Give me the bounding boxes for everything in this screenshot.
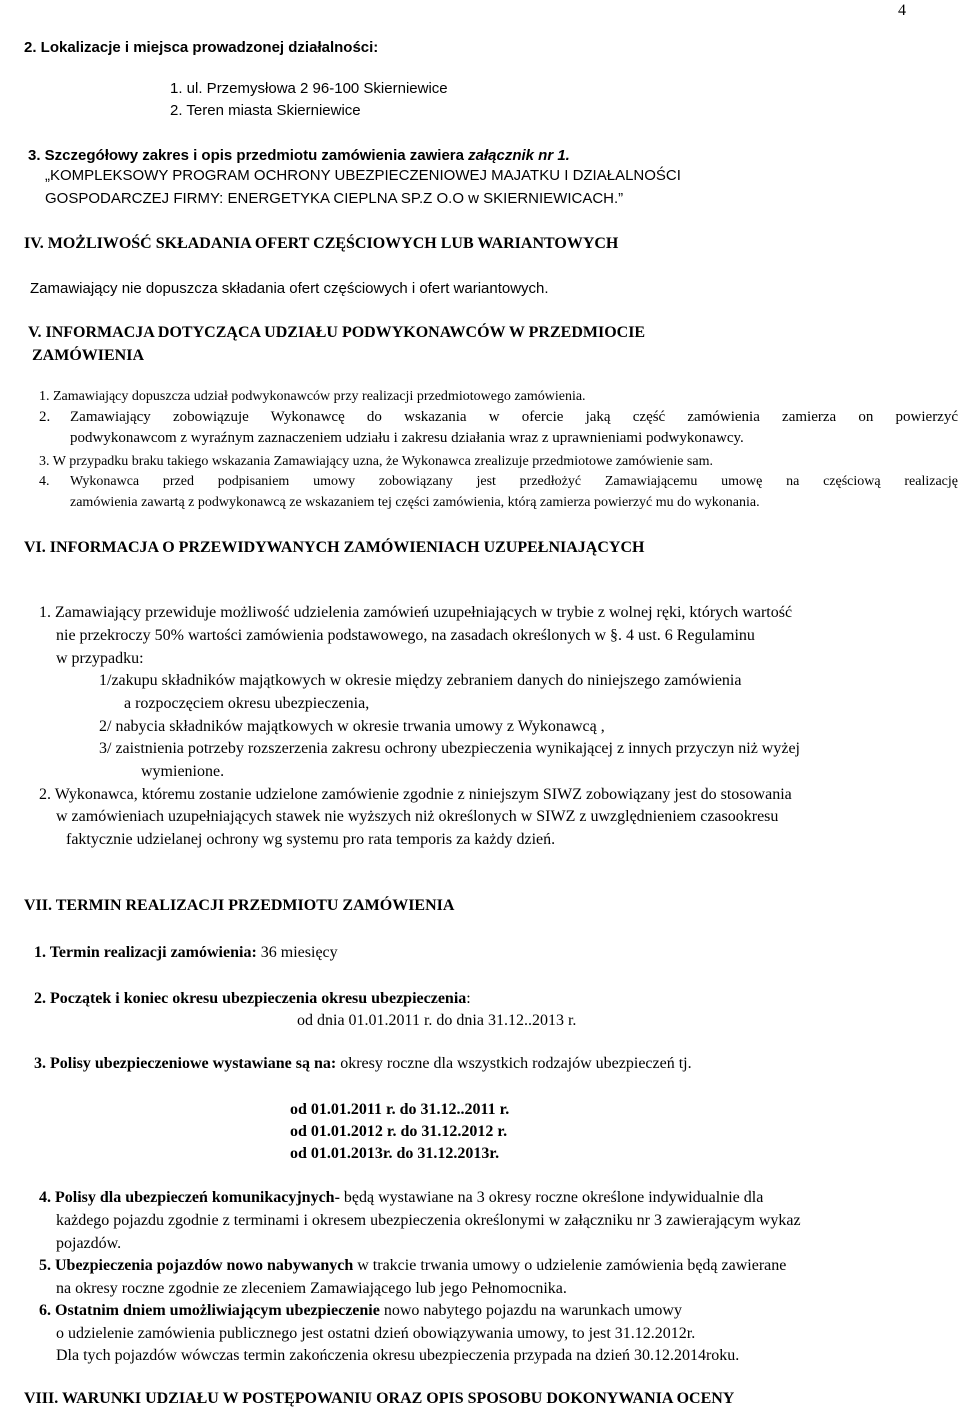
section-4-text: Zamawiający nie dopuszcza składania ofert częściowych i ofert wariantowych. xyxy=(30,280,549,297)
section-7-item-1-value: 36 miesięcy xyxy=(256,944,338,961)
section-6-subitem-3-cont: wymienione. xyxy=(141,763,225,780)
section-5-item-3: 3. W przypadku braku takiego wskazania Zamawiający uzna, że Wykonawca zrealizuje przedmiotowe zamówienie sam. xyxy=(39,454,713,469)
section-7-item-3-label: 3. Polisy ubezpieczeniowe wystawiane są na: xyxy=(34,1055,337,1072)
section-6-heading: VI. INFORMACJA O PRZEWIDYWANYCH ZAMÓWIENIACH UZUPEŁNIAJĄCYCH xyxy=(24,539,645,556)
section-7-item-2-colon: : xyxy=(466,990,471,1007)
section-5-item-2-number: 2. xyxy=(39,409,51,425)
section-7-item-4 xyxy=(39,1190,763,1206)
section-7-item-6-text: nowo nabytego pojazdu na warunkach umowy xyxy=(379,1302,682,1319)
section-7-item-4-label: 4. Polisy dla ubezpieczeń komunikacyjnych- xyxy=(39,1189,340,1206)
section-5-item-2-line-2: podwykonawcom z wyraźnym zaznaczeniem udziału i zakresu działania wraz z uprawnieniami podwykonawcy. xyxy=(70,430,744,446)
section-4-heading: IV. MOŻLIWOŚĆ SKŁADANIA OFERT CZĘŚCIOWYCH LUB WARIANTOWYCH xyxy=(24,235,619,252)
section-7-item-4-line-2: każdego pojazdu zgodnie z terminami i okresem ubezpieczenia określonymi w załączniku nr 3 zawierającym wykaz xyxy=(56,1212,801,1229)
section-6-subitem-3: 3/ zaistnienia potrzeby rozszerzenia zakresu ochrony ubezpieczenia wynikającej z innych przyczyn niż wyżej xyxy=(99,740,800,757)
section-6-subitem-1-cont: a rozpoczęciem okresu ubezpieczenia, xyxy=(124,695,370,712)
section-7-item-5-label: 5. Ubezpieczenia pojazdów nowo nabywanych xyxy=(39,1257,354,1274)
section-3-line-1 xyxy=(28,148,570,163)
location-item-1: 1. ul. Przemysłowa 2 96-100 Skierniewice xyxy=(170,80,448,97)
section-7-item-1 xyxy=(34,945,338,961)
policy-period-2: od 01.01.2012 r. do 31.12.2012 r. xyxy=(290,1123,508,1140)
section-5-heading-line-1: V. INFORMACJA DOTYCZĄCA UDZIAŁU PODWYKONAWCÓW W PRZEDMIOCIE xyxy=(28,324,646,341)
section-7-item-1-label: 1. Termin realizacji zamówienia: xyxy=(34,944,257,961)
section-6-subitem-1: 1/zakupu składników majątkowych w okresie między zebraniem danych do niniejszego zamówienia xyxy=(99,672,742,689)
section-3-text: 3. Szczegółowy zakres i opis przedmiotu zamówienia zawiera xyxy=(28,147,464,164)
section-8-heading: VIII. WARUNKI UDZIAŁU W POSTĘPOWANIU ORAZ OPIS SPOSOBU DOKONYWANIA OCENY xyxy=(24,1390,735,1407)
section-5-item-4-line-1: Wykonawca przed podpisaniem umowy zobowiązany jest przedłożyć Zamawiającemu umowę na częściową realizację xyxy=(70,474,958,489)
section-5-item-4-line-2: zamówienia zawartą z podwykonawcą ze wskazaniem tej części zamówienia, którą zamierza powierzyć mu do wykonania. xyxy=(70,495,760,510)
section-7-item-6-label: 6. Ostatnim dniem umożliwiającym ubezpieczenie xyxy=(39,1302,380,1319)
section-7-item-6 xyxy=(39,1303,682,1319)
policy-period-3: od 01.01.2013r. do 31.12.2013r. xyxy=(290,1145,500,1162)
program-title-line-1: „KOMPLEKSOWY PROGRAM OCHRONY UBEZPIECZENIOWEJ MAJATKU I DZIAŁALNOŚCI xyxy=(45,167,681,184)
attachment-reference: załącznik nr 1. xyxy=(463,147,570,164)
location-item-2: 2. Teren miasta Skierniewice xyxy=(170,102,361,119)
page-number: 4 xyxy=(898,2,906,19)
section-7-item-5-text: w trakcie trwania umowy o udzielenie zamówienia będą zawierane xyxy=(353,1257,787,1274)
section-7-item-5 xyxy=(39,1258,786,1274)
section-7-heading: VII. TERMIN REALIZACJI PRZEDMIOTU ZAMÓWIENIA xyxy=(24,897,455,914)
section-7-item-4-text: będą wystawiane na 3 okresy roczne określone indywidualnie dla xyxy=(339,1189,764,1206)
section-7-item-3-text: okresy roczne dla wszystkich rodzajów ubezpieczeń tj. xyxy=(336,1055,692,1072)
section-6-line-2: nie przekroczy 50% wartości zamówienia podstawowego, na zasadach określonych w §. 4 ust. 6 Regulaminu xyxy=(56,627,755,644)
section-7-item-2-label: 2. Początek i koniec okresu ubezpieczenia okresu ubezpieczenia xyxy=(34,990,467,1007)
section-6-subitem-2: 2/ nabycia składników majątkowych w okresie trwania umowy z Wykonawcą , xyxy=(99,718,605,735)
section-7-item-5-line-2: na okresy roczne zgodnie ze zleceniem Zamawiającego lub jego Pełnomocnika. xyxy=(56,1280,567,1297)
program-title-line-2: GOSPODARCZEJ FIRMY: ENERGETYKA CIEPLNA SP.Z O.O w SKIERNIEWICACH.” xyxy=(45,190,624,207)
section-6-line-item-2-cont-1: w zamówieniach uzupełniających stawek nie wyższych niż określonych w SIWZ z uwzględnieniem czasookresu xyxy=(56,808,779,825)
section-5-item-1: 1. Zamawiający dopuszcza udział podwykonawców przy realizacji przedmiotowego zamówienia. xyxy=(39,389,586,404)
section-6-line-3: w przypadku: xyxy=(56,650,144,667)
section-7-item-3 xyxy=(34,1056,692,1072)
section-7-item-4-line-3: pojazdów. xyxy=(56,1235,122,1252)
section-5-item-4-number: 4. xyxy=(39,474,50,489)
insurance-period-dates: od dnia 01.01.2011 r. do dnia 31.12..2013 r. xyxy=(297,1012,577,1029)
section-6-line-item-2: 2. Wykonawca, któremu zostanie udzielone zamówienie zgodnie z niniejszym SIWZ zobowiązany jest do stosowania xyxy=(39,786,792,803)
section-2-heading: 2. Lokalizacje i miejsca prowadzonej działalności: xyxy=(24,39,379,56)
section-7-item-6-line-2: o udzielenie zamówienia publicznego jest ostatni dzień obowiązywania umowy, to jest 31.12.2012r. xyxy=(56,1325,696,1342)
section-5-heading-line-2: ZAMÓWIENIA xyxy=(32,347,145,364)
section-5-item-2-line-1: Zamawiający zobowiązuje Wykonawcę do wskazania w ofercie jaką część zamówienia zamierza on powierzyć xyxy=(70,409,958,425)
section-7-item-2 xyxy=(34,991,471,1007)
section-7-item-6-line-3: Dla tych pojazdów wówczas termin zakończenia okresu ubezpieczenia przypada na dzień 30.12.2014roku. xyxy=(56,1347,740,1364)
section-6-line-item-2-cont-2: faktycznie udzielanej ochrony wg systemu pro rata temporis za każdy dzień. xyxy=(66,831,556,848)
section-6-line-1: 1. Zamawiający przewiduje możliwość udzielenia zamówień uzupełniających w trybie z wolnej ręki, których wartość xyxy=(39,604,793,621)
policy-period-1: od 01.01.2011 r. do 31.12..2011 r. xyxy=(290,1101,510,1118)
